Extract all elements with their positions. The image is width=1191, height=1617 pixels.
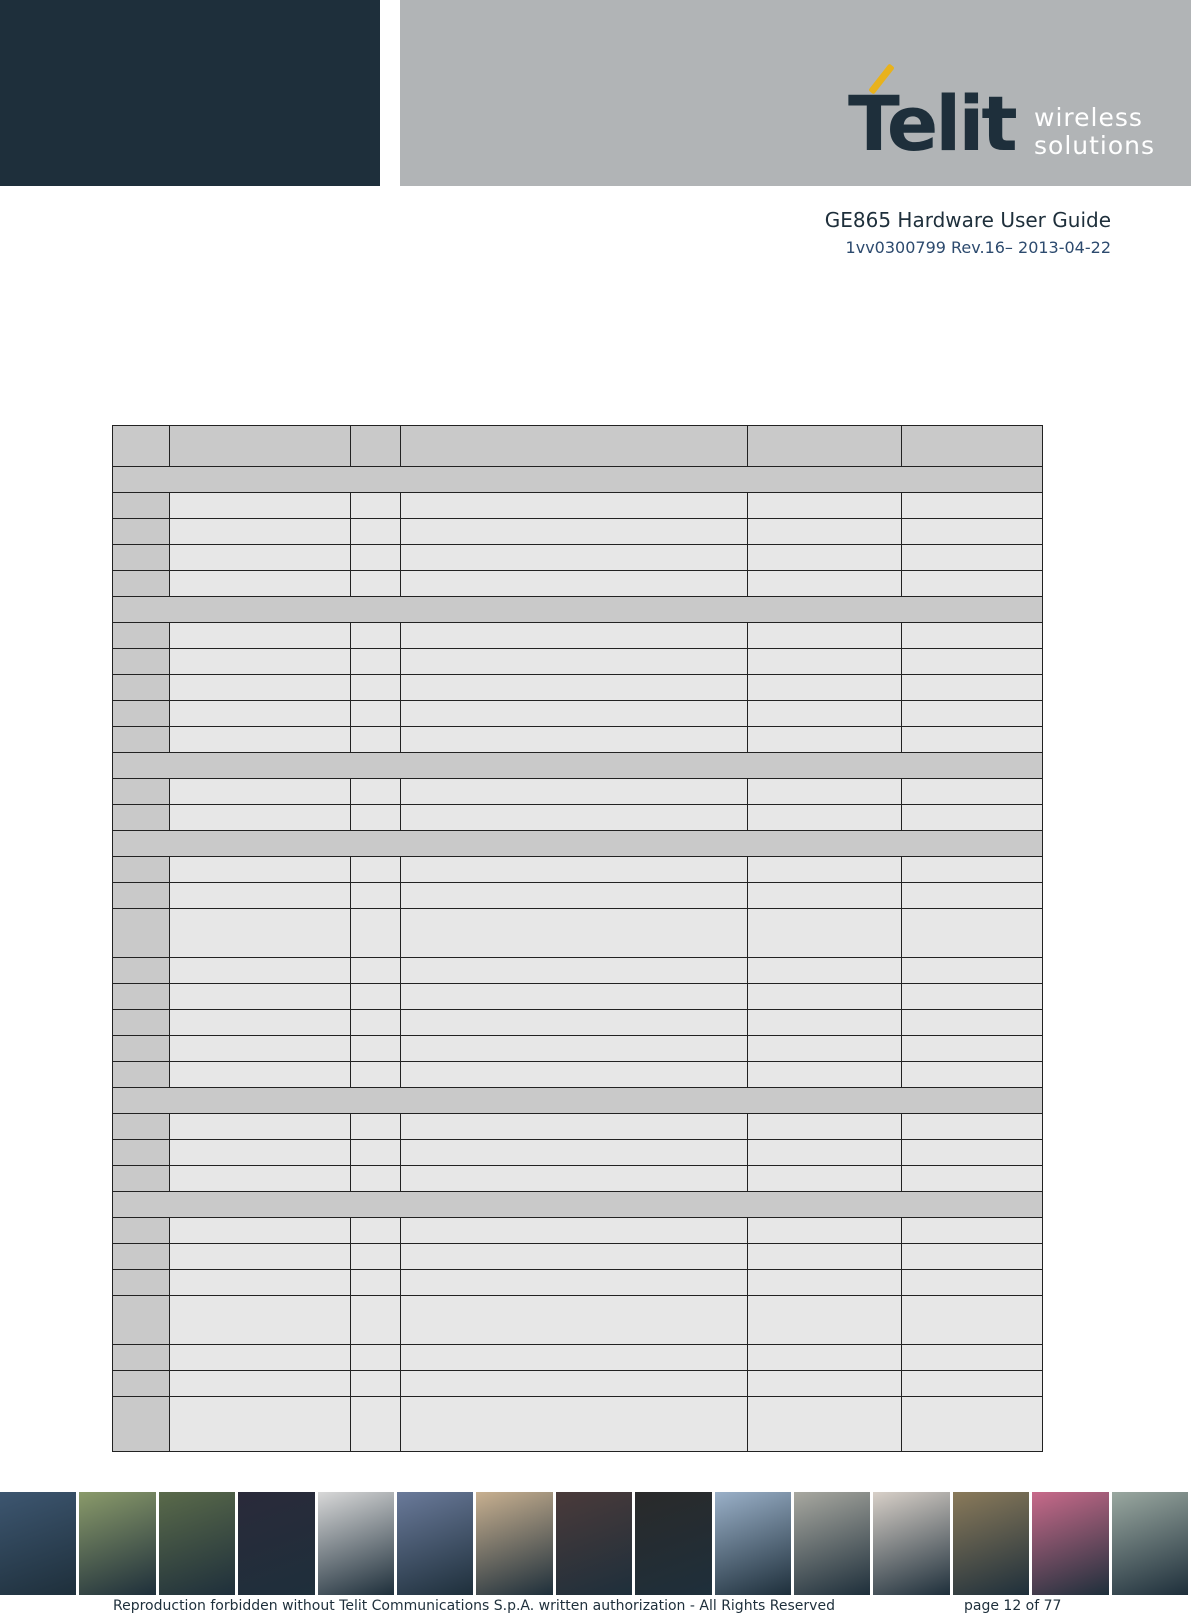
table-cell xyxy=(748,779,902,805)
table-cell xyxy=(748,649,902,675)
table-cell xyxy=(748,1371,902,1397)
table-section-cell xyxy=(113,831,1043,857)
table-cell xyxy=(170,883,351,909)
table-cell xyxy=(902,1140,1043,1166)
table-cell xyxy=(401,883,748,909)
table-cell xyxy=(170,857,351,883)
table-row xyxy=(113,701,1043,727)
table-cell xyxy=(113,805,170,831)
table-cell xyxy=(113,727,170,753)
table-cell xyxy=(401,1270,748,1296)
table-cell xyxy=(902,1036,1043,1062)
table-cell xyxy=(401,1036,748,1062)
table-cell xyxy=(113,1244,170,1270)
footer-photo-tile xyxy=(397,1492,473,1595)
table-cell xyxy=(748,727,902,753)
table-cell xyxy=(748,857,902,883)
table-cell xyxy=(113,1010,170,1036)
table-row xyxy=(113,1166,1043,1192)
table-cell xyxy=(401,1345,748,1371)
logo-tagline-line2: solutions xyxy=(1034,131,1156,160)
table-cell xyxy=(902,519,1043,545)
table-cell xyxy=(902,984,1043,1010)
table-section-row xyxy=(113,467,1043,493)
table-cell xyxy=(113,1036,170,1062)
table-cell xyxy=(170,571,351,597)
table-cell xyxy=(170,1397,351,1452)
table-cell xyxy=(351,727,401,753)
table-cell xyxy=(113,623,170,649)
table-cell xyxy=(113,909,170,958)
table-cell xyxy=(902,1345,1043,1371)
table-cell xyxy=(902,1371,1043,1397)
footer-photo-strip xyxy=(0,1492,1191,1595)
footer-photo-tile xyxy=(159,1492,235,1595)
table-cell xyxy=(113,519,170,545)
table-cell xyxy=(351,493,401,519)
table-row xyxy=(113,545,1043,571)
table-cell xyxy=(351,958,401,984)
table-cell xyxy=(401,519,748,545)
logo-wordmark: Telit xyxy=(848,79,1015,168)
table-row xyxy=(113,805,1043,831)
table-cell xyxy=(902,779,1043,805)
table-cell xyxy=(351,701,401,727)
table-cell xyxy=(748,1010,902,1036)
table-cell xyxy=(748,984,902,1010)
table-row xyxy=(113,958,1043,984)
table-cell xyxy=(113,701,170,727)
table-cell xyxy=(113,571,170,597)
table-cell xyxy=(902,909,1043,958)
table-cell xyxy=(902,857,1043,883)
table-cell xyxy=(170,1114,351,1140)
table-cell xyxy=(748,1036,902,1062)
telit-logo xyxy=(848,60,1178,170)
table-cell xyxy=(401,1296,748,1345)
table-cell xyxy=(748,909,902,958)
table-cell xyxy=(170,649,351,675)
table-cell xyxy=(902,1397,1043,1452)
table-row xyxy=(113,909,1043,958)
table-cell xyxy=(401,1010,748,1036)
pinout-table xyxy=(112,425,1043,1452)
table-cell xyxy=(401,1140,748,1166)
table-cell xyxy=(401,727,748,753)
table-cell xyxy=(351,857,401,883)
table-cell xyxy=(113,545,170,571)
table-cell xyxy=(748,1114,902,1140)
page-footer xyxy=(113,1598,1113,1617)
table-cell xyxy=(748,701,902,727)
table-section-cell xyxy=(113,597,1043,623)
table-cell xyxy=(351,984,401,1010)
table-header-cell xyxy=(902,426,1043,467)
table-cell xyxy=(351,1036,401,1062)
footer-photo-tile xyxy=(794,1492,870,1595)
table-cell xyxy=(401,675,748,701)
table-cell xyxy=(113,1218,170,1244)
table-cell xyxy=(170,805,351,831)
table-row xyxy=(113,1296,1043,1345)
table-cell xyxy=(113,779,170,805)
footer-copyright: Reproduction forbidden without Telit Communications S.p.A. written authorization - All Rights Reserved xyxy=(113,1598,835,1614)
table-cell xyxy=(748,519,902,545)
table-cell xyxy=(748,1296,902,1345)
table-cell xyxy=(902,1296,1043,1345)
table-cell xyxy=(113,1062,170,1088)
table-cell xyxy=(170,1218,351,1244)
table-cell xyxy=(170,909,351,958)
table-row xyxy=(113,1244,1043,1270)
table-row xyxy=(113,857,1043,883)
logo-tagline-line1: wireless xyxy=(1034,103,1143,132)
table-cell xyxy=(748,1062,902,1088)
table-row xyxy=(113,1140,1043,1166)
table-cell xyxy=(170,1371,351,1397)
table-cell xyxy=(113,857,170,883)
table-cell xyxy=(902,1166,1043,1192)
table-cell xyxy=(748,623,902,649)
logo-tagline xyxy=(1034,104,1155,160)
footer-photo-tile xyxy=(635,1492,711,1595)
table-cell xyxy=(351,1296,401,1345)
table-cell xyxy=(351,1270,401,1296)
table-cell xyxy=(113,1166,170,1192)
table-row xyxy=(113,649,1043,675)
table-row xyxy=(113,1270,1043,1296)
footer-photo-tile xyxy=(1032,1492,1108,1595)
table-cell xyxy=(170,701,351,727)
table-cell xyxy=(902,571,1043,597)
table-cell xyxy=(401,1371,748,1397)
table-cell xyxy=(902,545,1043,571)
table-header-row xyxy=(113,426,1043,467)
document-title: GE865 Hardware User Guide xyxy=(824,208,1111,232)
table-cell xyxy=(351,1114,401,1140)
table-row xyxy=(113,779,1043,805)
table-cell xyxy=(748,545,902,571)
table-cell xyxy=(113,1140,170,1166)
table-header-cell xyxy=(748,426,902,467)
footer-photo-tile xyxy=(1112,1492,1188,1595)
table-cell xyxy=(351,1010,401,1036)
table-cell xyxy=(170,1244,351,1270)
table-cell xyxy=(170,1036,351,1062)
table-cell xyxy=(748,1397,902,1452)
footer-photo-tile xyxy=(476,1492,552,1595)
table-row xyxy=(113,623,1043,649)
table-section-cell xyxy=(113,467,1043,493)
table-cell xyxy=(113,1345,170,1371)
table-cell xyxy=(351,623,401,649)
table-cell xyxy=(401,857,748,883)
table-cell xyxy=(902,1062,1043,1088)
footer-photo-tile xyxy=(873,1492,949,1595)
table-cell xyxy=(748,1140,902,1166)
table-section-row xyxy=(113,753,1043,779)
table-cell xyxy=(351,675,401,701)
table-row xyxy=(113,1114,1043,1140)
table-cell xyxy=(170,1166,351,1192)
table-cell xyxy=(113,958,170,984)
table-cell xyxy=(401,493,748,519)
table-cell xyxy=(401,1166,748,1192)
table-row xyxy=(113,727,1043,753)
table-cell xyxy=(170,493,351,519)
table-cell xyxy=(351,883,401,909)
table-cell xyxy=(902,883,1043,909)
table-cell xyxy=(902,805,1043,831)
table-cell xyxy=(113,984,170,1010)
table-row xyxy=(113,1371,1043,1397)
table-header-cell xyxy=(401,426,748,467)
table-cell xyxy=(902,623,1043,649)
table-section-cell xyxy=(113,753,1043,779)
table-cell xyxy=(401,701,748,727)
table-cell xyxy=(351,805,401,831)
table-cell xyxy=(351,649,401,675)
table-row xyxy=(113,1345,1043,1371)
table-cell xyxy=(401,1114,748,1140)
table-cell xyxy=(748,675,902,701)
table-cell xyxy=(113,1270,170,1296)
table-cell xyxy=(401,623,748,649)
header-dark-block xyxy=(0,0,380,186)
table-cell xyxy=(351,1062,401,1088)
table-cell xyxy=(401,805,748,831)
table-row xyxy=(113,984,1043,1010)
footer-photo-tile xyxy=(318,1492,394,1595)
footer-photo-tile xyxy=(0,1492,76,1595)
table-cell xyxy=(748,493,902,519)
table-cell xyxy=(170,1270,351,1296)
table-cell xyxy=(902,675,1043,701)
table-cell xyxy=(401,649,748,675)
table-cell xyxy=(902,701,1043,727)
table-section-cell xyxy=(113,1088,1043,1114)
table-section-row xyxy=(113,597,1043,623)
table-cell xyxy=(401,958,748,984)
table-cell xyxy=(401,571,748,597)
table-cell xyxy=(401,1062,748,1088)
table-row xyxy=(113,1062,1043,1088)
table-section-row xyxy=(113,831,1043,857)
table-cell xyxy=(113,493,170,519)
table-cell xyxy=(351,1166,401,1192)
table-cell xyxy=(170,958,351,984)
table-cell xyxy=(401,779,748,805)
table-cell xyxy=(113,675,170,701)
table-cell xyxy=(902,1010,1043,1036)
table-cell xyxy=(748,1270,902,1296)
table-cell xyxy=(351,1371,401,1397)
table-cell xyxy=(170,1296,351,1345)
table-section-row xyxy=(113,1088,1043,1114)
table-cell xyxy=(748,571,902,597)
table-cell xyxy=(170,779,351,805)
table-cell xyxy=(748,883,902,909)
table-cell xyxy=(748,1244,902,1270)
table-cell xyxy=(351,909,401,958)
table-cell xyxy=(401,909,748,958)
table-cell xyxy=(113,649,170,675)
table-cell xyxy=(902,649,1043,675)
table-row xyxy=(113,883,1043,909)
table-cell xyxy=(351,1397,401,1452)
table-cell xyxy=(170,1010,351,1036)
table-cell xyxy=(170,1062,351,1088)
table-cell xyxy=(351,519,401,545)
table-cell xyxy=(401,1218,748,1244)
table-cell xyxy=(748,958,902,984)
table-cell xyxy=(170,1140,351,1166)
footer-photo-tile xyxy=(953,1492,1029,1595)
table-row xyxy=(113,519,1043,545)
table-cell xyxy=(902,1244,1043,1270)
table-cell xyxy=(113,1114,170,1140)
table-row xyxy=(113,675,1043,701)
table-cell xyxy=(902,727,1043,753)
table-cell xyxy=(170,984,351,1010)
table-cell xyxy=(902,958,1043,984)
table-section-row xyxy=(113,1192,1043,1218)
table-header-cell xyxy=(113,426,170,467)
table-cell xyxy=(113,1296,170,1345)
table-cell xyxy=(351,545,401,571)
table-row xyxy=(113,1036,1043,1062)
table-cell xyxy=(170,519,351,545)
table-cell xyxy=(351,1244,401,1270)
table-cell xyxy=(902,1114,1043,1140)
table-cell xyxy=(113,1397,170,1452)
footer-page-number: page 12 of 77 xyxy=(964,1598,1062,1614)
table-row xyxy=(113,1010,1043,1036)
table-cell xyxy=(170,545,351,571)
table-cell xyxy=(351,1218,401,1244)
table-row xyxy=(113,571,1043,597)
table-cell xyxy=(902,1270,1043,1296)
table-cell xyxy=(351,571,401,597)
table-cell xyxy=(351,1345,401,1371)
table-cell xyxy=(170,727,351,753)
table-cell xyxy=(748,1218,902,1244)
table-row xyxy=(113,493,1043,519)
table-cell xyxy=(748,1166,902,1192)
table-row xyxy=(113,1397,1043,1452)
table-cell xyxy=(351,779,401,805)
table-cell xyxy=(902,1218,1043,1244)
table-cell xyxy=(748,805,902,831)
table-cell xyxy=(401,1244,748,1270)
table-cell xyxy=(401,1397,748,1452)
table-header-cell xyxy=(170,426,351,467)
table-cell xyxy=(902,493,1043,519)
table-cell xyxy=(170,1345,351,1371)
table-header-cell xyxy=(351,426,401,467)
table-row xyxy=(113,1218,1043,1244)
table-cell xyxy=(401,984,748,1010)
footer-photo-tile xyxy=(79,1492,155,1595)
table-cell xyxy=(401,545,748,571)
table-cell xyxy=(113,883,170,909)
table-cell xyxy=(170,623,351,649)
table-cell xyxy=(113,1371,170,1397)
document-revision: 1vv0300799 Rev.16– 2013-04-22 xyxy=(845,238,1111,257)
table-cell xyxy=(748,1345,902,1371)
footer-photo-tile xyxy=(238,1492,314,1595)
footer-photo-tile xyxy=(556,1492,632,1595)
table-cell xyxy=(351,1140,401,1166)
table-cell xyxy=(170,675,351,701)
footer-photo-tile xyxy=(715,1492,791,1595)
table-section-cell xyxy=(113,1192,1043,1218)
